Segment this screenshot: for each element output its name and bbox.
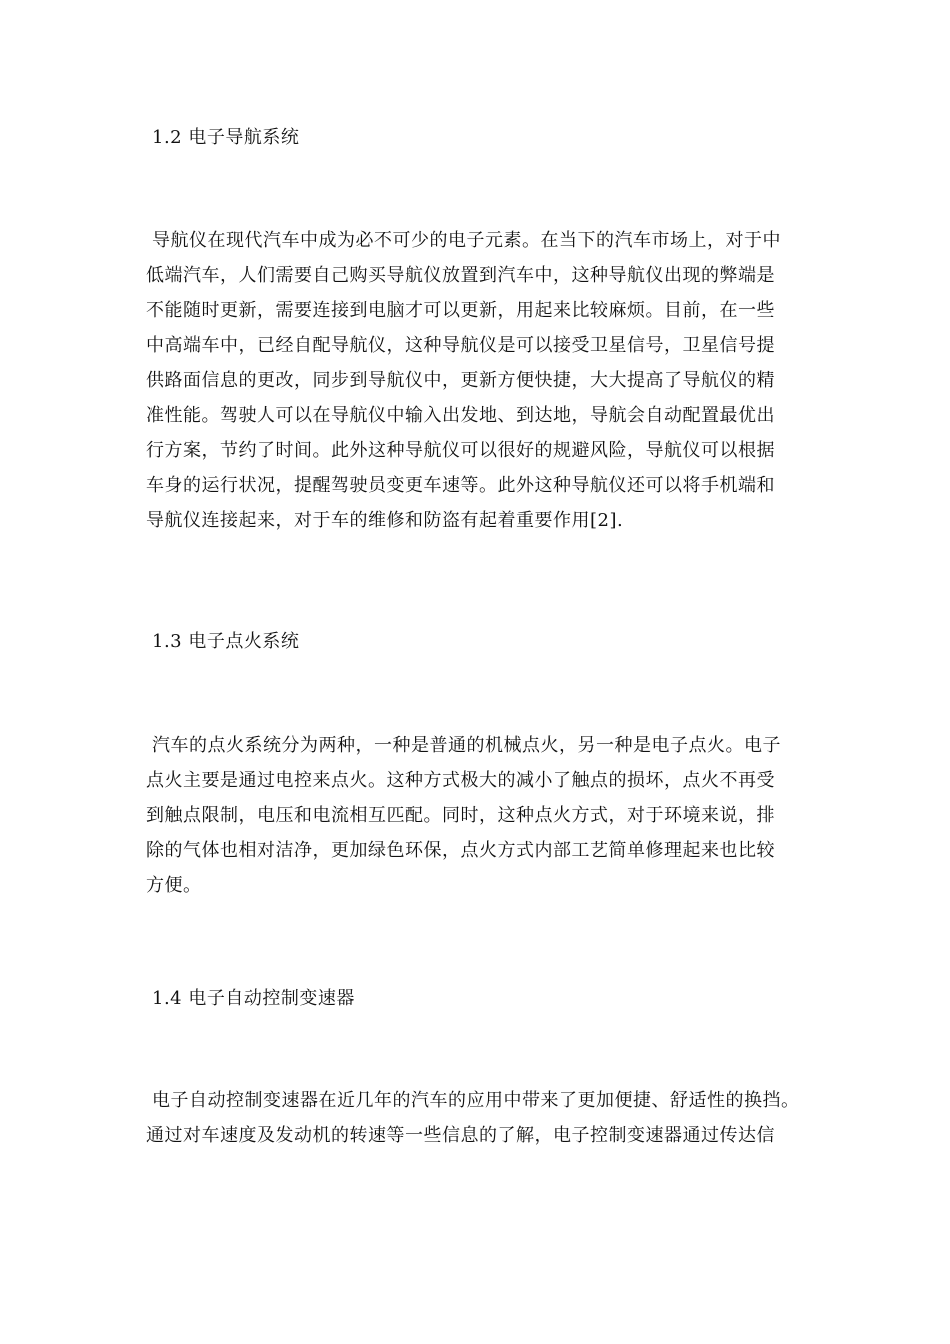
paragraph-line: 低端汽车，人们需要自己购买导航仪放置到汽车中，这种导航仪出现的弊端是	[146, 265, 775, 286]
paragraph-line: 中高端车中，已经自配导航仪，这种导航仪是可以接受卫星信号，卫星信号提	[146, 335, 775, 356]
paragraph-line: 车身的运行状况，提醒驾驶员变更车速等。此外这种导航仪还可以将手机端和	[146, 475, 775, 496]
section-paragraph-1-4	[146, 1083, 836, 1153]
paragraph-line: 汽车的点火系统分为两种，一种是普通的机械点火，另一种是电子点火。电子	[152, 735, 781, 756]
section-heading-1-3: 1.3 电子点火系统	[152, 631, 300, 652]
paragraph-line: 导航仪连接起来，对于车的维修和防盗有起着重要作用[2].	[146, 510, 624, 531]
paragraph-line: 到触点限制，电压和电流相互匹配。同时，这种点火方式，对于环境来说，排	[146, 805, 775, 826]
paragraph-line: 导航仪在现代汽车中成为必不可少的电子元素。在当下的汽车市场上，对于中	[152, 230, 781, 251]
paragraph-line: 供路面信息的更改，同步到导航仪中，更新方便快捷，大大提高了导航仪的精	[146, 370, 775, 391]
paragraph-line: 方便。	[146, 875, 202, 896]
paragraph-line: 电子自动控制变速器在近几年的汽车的应用中带来了更加便捷、舒适性的换挡。	[152, 1090, 800, 1111]
paragraph-line: 除的气体也相对洁净，更加绿色环保，点火方式内部工艺简单修理起来也比较	[146, 840, 775, 861]
paragraph-line: 点火主要是通过电控来点火。这种方式极大的减小了触点的损坏，点火不再受	[146, 770, 775, 791]
paragraph-line: 不能随时更新，需要连接到电脑才可以更新，用起来比较麻烦。目前，在一些	[146, 300, 775, 321]
section-heading-1-2: 1.2 电子导航系统	[152, 127, 300, 148]
paragraph-line: 准性能。驾驶人可以在导航仪中输入出发地、到达地，导航会自动配置最优出	[146, 405, 775, 426]
paragraph-line: 通过对车速度及发动机的转速等一些信息的了解，电子控制变速器通过传达信	[146, 1125, 775, 1146]
paragraph-line: 行方案，节约了时间。此外这种导航仪可以很好的规避风险，导航仪可以根据	[146, 440, 775, 461]
section-paragraph-1-2	[146, 223, 836, 538]
section-heading-1-4: 1.4 电子自动控制变速器	[152, 988, 355, 1009]
section-paragraph-1-3	[146, 728, 836, 903]
